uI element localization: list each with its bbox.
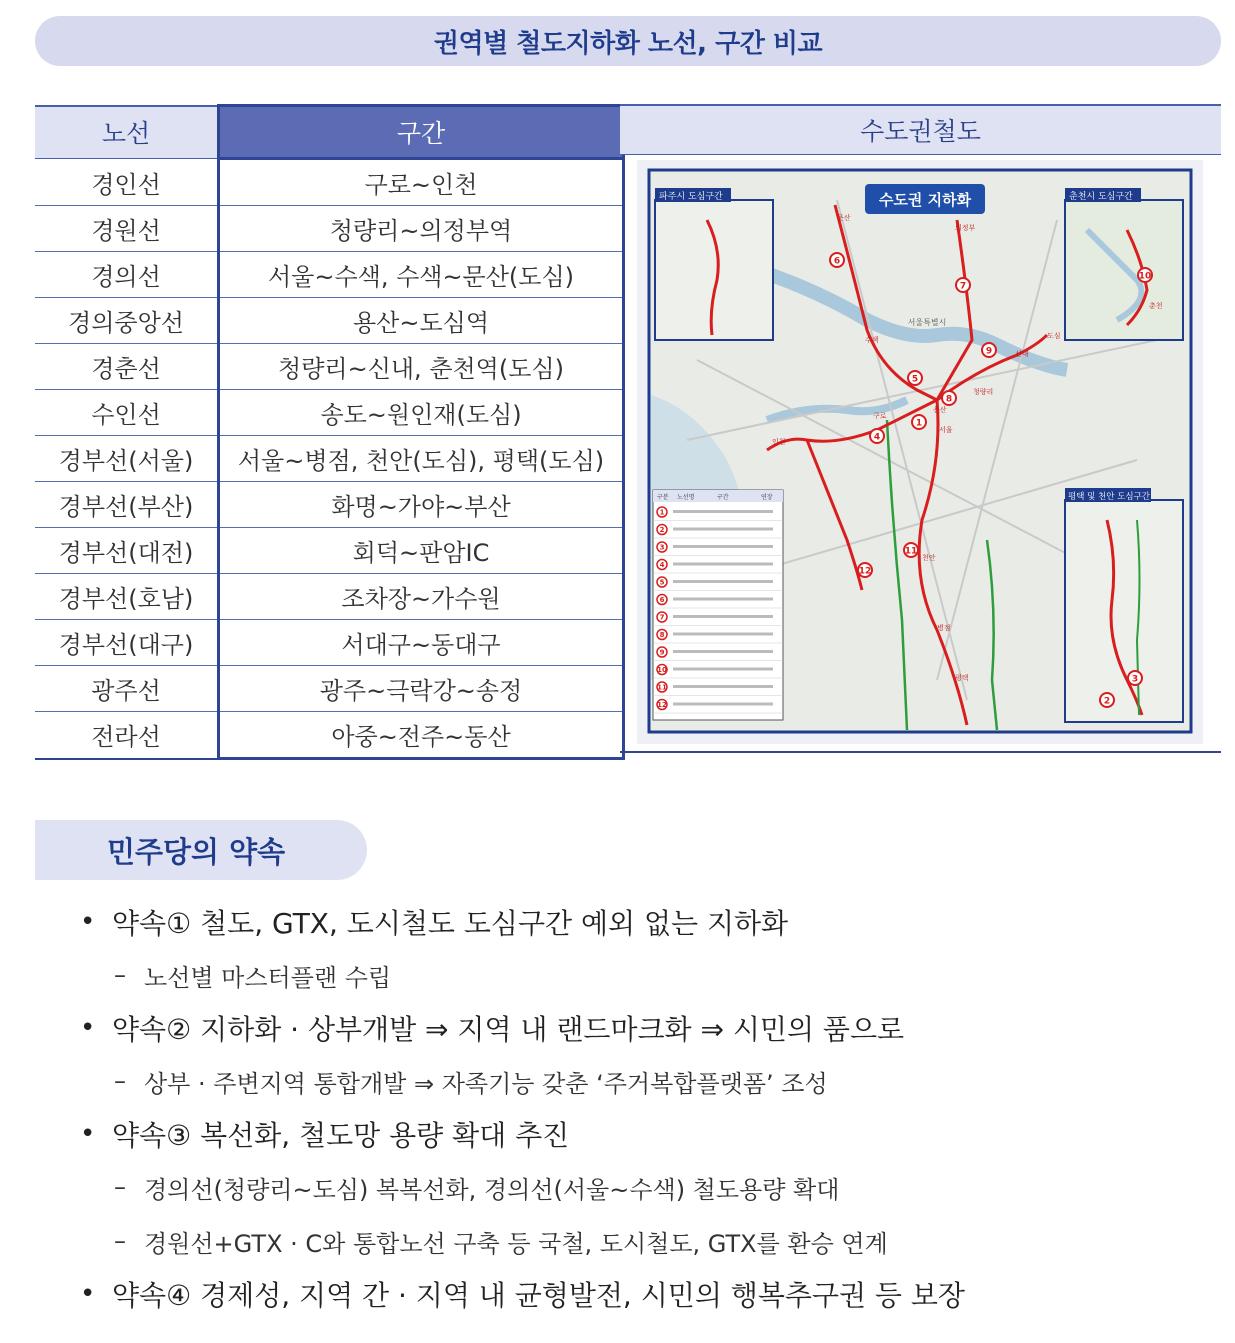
- legend-number: 3: [659, 543, 665, 552]
- header-section: 구간: [219, 106, 624, 159]
- table-row: [35, 436, 624, 482]
- line-name-cell: 경인선: [35, 159, 219, 206]
- inset-pyeongtaek: [1065, 500, 1183, 722]
- route-number: 7: [959, 281, 967, 292]
- station-label: 천안: [922, 554, 936, 562]
- legend-number: 7: [659, 613, 665, 622]
- route-number: 11: [904, 546, 918, 557]
- header-line: 노선: [35, 106, 219, 159]
- legend-number: 9: [659, 648, 665, 657]
- section-title: 민주당의 약속: [107, 834, 286, 869]
- route-number: 8: [945, 394, 953, 405]
- inset-chuncheon-label: 춘천시 도심구간: [1069, 192, 1133, 202]
- title-banner: [35, 16, 1221, 66]
- station-label: 청량리: [973, 388, 994, 396]
- legend-text-line: [673, 650, 773, 653]
- map-title: 수도권 지하화: [878, 191, 972, 209]
- legend-text-line: [673, 703, 773, 706]
- line-name-cell: 경의중앙선: [35, 298, 219, 344]
- dash-icon: –: [114, 1067, 126, 1095]
- pledge-text: 약속③ 복선화, 철도망 용량 확대 추진: [112, 1119, 570, 1152]
- inset-pyeongtaek-label: 평택 및 천안 도심구간: [1068, 492, 1151, 502]
- legend-header: 구간: [717, 494, 729, 501]
- legend-text-line: [673, 685, 773, 688]
- legend-text-line: [673, 615, 773, 618]
- header-map: 수도권철도: [620, 104, 1221, 155]
- line-name-cell: 경의선: [35, 252, 219, 298]
- map-legend: [653, 490, 783, 720]
- line-name-cell: 경부선(대구): [35, 620, 219, 666]
- line-name-cell: 광주선: [35, 666, 219, 712]
- map-image: [637, 160, 1203, 744]
- pledge-subtext: 경원선+GTX · C와 통합노선 구축 등 국철, 도시철도, GTX를 환승 연계: [144, 1229, 888, 1258]
- pledge-item: [80, 1002, 1220, 1054]
- station-label: 수색: [865, 336, 879, 344]
- table-row: [35, 159, 624, 206]
- line-name-cell: 경부선(호남): [35, 574, 219, 620]
- section-cell: 회덕~판암IC: [219, 528, 624, 574]
- pledge-item: [80, 1268, 1220, 1320]
- legend-number: 4: [659, 561, 665, 569]
- route-number: 4: [873, 432, 881, 443]
- bullet-icon: •: [80, 907, 96, 937]
- legend-text-line: [673, 510, 773, 513]
- bullet-icon: •: [80, 1013, 96, 1043]
- legend-number: 6: [659, 596, 665, 604]
- bullet-icon: •: [80, 1279, 96, 1309]
- route-number: 5: [911, 374, 919, 385]
- section-cell: 청량리~신내, 춘천역(도심): [219, 344, 624, 390]
- pledge-item: [80, 896, 1220, 948]
- table-row: [35, 620, 624, 666]
- pledge-subitem: [80, 948, 1220, 1002]
- section-tab: [35, 820, 367, 880]
- table-row: [35, 712, 624, 759]
- table-row: [35, 666, 624, 712]
- route-number: 9: [985, 346, 993, 357]
- table-bottom-rule: [620, 751, 1221, 753]
- station-label: 춘천: [1149, 302, 1163, 310]
- comparison-table: [35, 104, 625, 760]
- pledge-subtext: 상부 · 주변지역 통합개발 ⇒ 자족기능 갖춘 ‘주거복합플랫폼’ 조성: [144, 1069, 828, 1098]
- route-number: 1: [915, 418, 923, 429]
- station-label: 구로: [873, 412, 887, 420]
- pledge-list: [80, 896, 1220, 1320]
- dash-icon: –: [114, 961, 126, 989]
- section-cell: 서대구~동대구: [219, 620, 624, 666]
- line-name-cell: 수인선: [35, 390, 219, 436]
- legend-header: 연장: [761, 494, 773, 501]
- legend-number: 5: [659, 578, 665, 587]
- station-label: 용산: [933, 406, 947, 414]
- legend-text-line: [673, 528, 773, 531]
- table-row: [35, 482, 624, 528]
- line-name-cell: 경부선(부산): [35, 482, 219, 528]
- inset-paju: [655, 200, 773, 340]
- section-cell: 서울~수색, 수색~문산(도심): [219, 252, 624, 298]
- legend-text-line: [673, 580, 773, 583]
- pledge-item: [80, 1108, 1220, 1160]
- metro-railway-map: [637, 160, 1203, 744]
- legend-header: 구분: [657, 494, 669, 501]
- legend-number: 2: [659, 526, 665, 534]
- table-row: [35, 206, 624, 252]
- station-label: 문산: [837, 214, 851, 222]
- section-cell: 아중~전주~동산: [219, 712, 624, 759]
- table-header-row: [35, 106, 624, 159]
- station-label: 의정부: [955, 224, 976, 232]
- pledge-text: 약속① 철도, GTX, 도시철도 도심구간 예외 없는 지하화: [112, 907, 789, 940]
- station-label: 평택: [955, 674, 969, 682]
- section-cell: 서울~병점, 천안(도심), 평택(도심): [219, 436, 624, 482]
- route-number: 6: [833, 256, 841, 267]
- legend-number: 10: [657, 666, 667, 674]
- dash-icon: –: [114, 1173, 126, 1201]
- pledge-subitem: [80, 1054, 1220, 1108]
- pledge-subitem: [80, 1214, 1220, 1268]
- legend-number: 8: [659, 631, 665, 639]
- station-label: 인천: [772, 438, 786, 446]
- line-name-cell: 전라선: [35, 712, 219, 759]
- section-cell: 화명~가야~부산: [219, 482, 624, 528]
- section-cell: 청량리~의정부역: [219, 206, 624, 252]
- legend-header: 노선명: [677, 494, 695, 501]
- table-row: [35, 390, 624, 436]
- table-row: [35, 298, 624, 344]
- station-label: 도심: [1047, 332, 1061, 340]
- legend-text-line: [673, 668, 773, 671]
- station-label: 신내: [1015, 350, 1029, 358]
- legend-text-line: [673, 545, 773, 548]
- route-number: 3: [1131, 674, 1139, 685]
- section-cell: 광주~극락강~송정: [219, 666, 624, 712]
- line-name-cell: 경원선: [35, 206, 219, 252]
- route-number: 12: [858, 566, 872, 577]
- pledge-text: 약속② 지하화 · 상부개발 ⇒ 지역 내 랜드마크화 ⇒ 시민의 품으로: [112, 1013, 905, 1046]
- map-center-label: 서울특별시: [907, 318, 947, 327]
- pledge-subtext: 경의선(청량리~도심) 복복선화, 경의선(서울~수색) 철도용량 확대: [144, 1175, 840, 1204]
- legend-text-line: [673, 563, 773, 566]
- pledge-subitem: [80, 1160, 1220, 1214]
- section-cell: 구로~인천: [219, 159, 624, 206]
- legend-number: 1: [659, 508, 665, 517]
- legend-text-line: [673, 633, 773, 636]
- line-name-cell: 경부선(서울): [35, 436, 219, 482]
- section-cell: 용산~도심역: [219, 298, 624, 344]
- inset-paju-label: 파주시 도심구간: [659, 192, 723, 202]
- line-name-cell: 경춘선: [35, 344, 219, 390]
- page-title: 권역별 철도지하화 노선, 구간 비교: [433, 28, 823, 59]
- pledge-text: 약속④ 경제성, 지역 간 · 지역 내 균형발전, 시민의 행복추구권 등 보장: [112, 1279, 965, 1312]
- table-row: [35, 574, 624, 620]
- bullet-icon: •: [80, 1119, 96, 1149]
- legend-number: 11: [657, 683, 667, 692]
- line-name-cell: 경부선(대전): [35, 528, 219, 574]
- station-label: 병점: [937, 624, 951, 632]
- legend-number: 12: [657, 701, 667, 709]
- table-row: [35, 528, 624, 574]
- table-row: [35, 252, 624, 298]
- table-row: [35, 344, 624, 390]
- dash-icon: –: [114, 1227, 126, 1255]
- route-number: 2: [1103, 696, 1111, 707]
- pledge-subtext: 노선별 마스터플랜 수립: [144, 963, 392, 992]
- route-number: 10: [1138, 271, 1152, 282]
- legend-text-line: [673, 598, 773, 601]
- section-cell: 송도~원인재(도심): [219, 390, 624, 436]
- section-cell: 조차장~가수원: [219, 574, 624, 620]
- station-label: 서울: [939, 426, 953, 434]
